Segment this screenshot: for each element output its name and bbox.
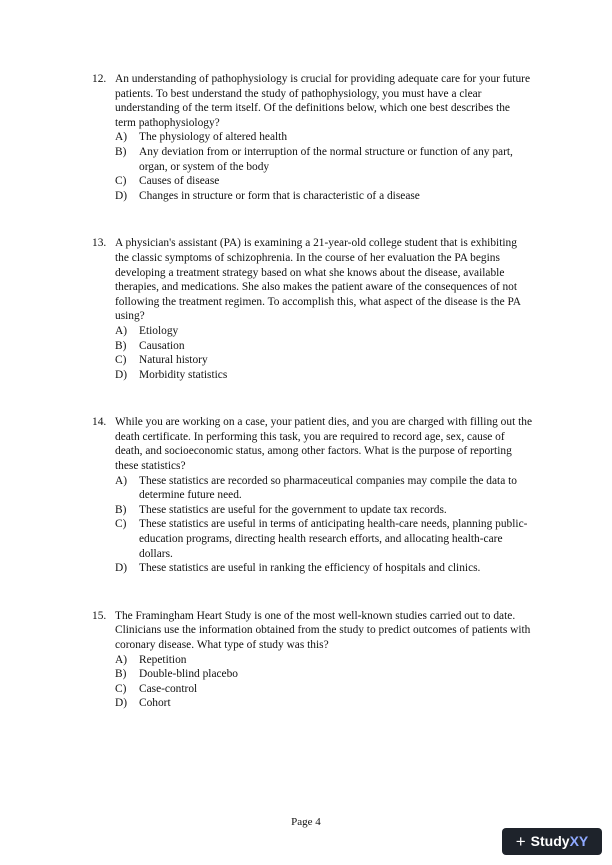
answer-option-b bbox=[115, 667, 532, 682]
option-letter: C) bbox=[115, 175, 127, 188]
answer-option-b bbox=[115, 145, 532, 174]
option-letter: C) bbox=[115, 518, 127, 531]
option-letter: A) bbox=[115, 131, 128, 144]
option-letter: A) bbox=[115, 653, 128, 666]
answer-option-a bbox=[115, 130, 532, 145]
answer-option-a bbox=[115, 653, 532, 668]
question-number: 13. bbox=[92, 237, 107, 250]
option-letter: D) bbox=[115, 368, 128, 381]
question-13 bbox=[92, 236, 532, 382]
option-text: Case-control bbox=[139, 682, 198, 695]
answer-option-c bbox=[115, 682, 532, 697]
option-letter: A) bbox=[115, 324, 128, 337]
question-stem: While you are working on a case, your patient dies, and you are charged with filling out the death certificate. In performing this task, you are required to record age, sex, cause of death, and socioeconomic status, among other factors. What is the purpose of reporting these statistics? bbox=[115, 416, 533, 473]
option-letter: D) bbox=[115, 189, 128, 202]
answer-option-a bbox=[115, 474, 532, 503]
option-text: These statistics are useful in ranking the efficiency of hospitals and clinics. bbox=[139, 562, 481, 575]
option-letter: B) bbox=[115, 145, 127, 158]
answer-options bbox=[115, 324, 532, 382]
answer-options bbox=[115, 653, 532, 711]
option-text: These statistics are recorded so pharmaceutical companies may compile the data to determine future need. bbox=[139, 474, 517, 502]
answer-option-a bbox=[115, 324, 532, 339]
answer-options bbox=[115, 130, 532, 203]
watermark-text-main: Study bbox=[530, 833, 570, 850]
option-text: Any deviation from or interruption of the normal structure or function of any part, organ, or system of the body bbox=[139, 145, 513, 173]
question-12 bbox=[92, 72, 532, 203]
answer-option-c bbox=[115, 353, 532, 368]
option-letter: A) bbox=[115, 474, 128, 487]
answer-option-d bbox=[115, 189, 532, 204]
question-stem: An understanding of pathophysiology is crucial for providing adequate care for your future patients. To best understand the study of pathophysiology, you must have a clear understanding of the term itself. Of the definitions below, which one best describes the term pathophysiology? bbox=[115, 73, 531, 129]
watermark-text-accent: XY bbox=[569, 833, 589, 850]
option-letter: C) bbox=[115, 682, 127, 695]
option-letter: B) bbox=[115, 339, 127, 352]
answer-option-c bbox=[115, 174, 532, 189]
answer-option-d bbox=[115, 561, 532, 576]
option-text: Natural history bbox=[139, 354, 208, 367]
option-text: Cohort bbox=[139, 697, 171, 710]
answer-option-b bbox=[115, 503, 532, 518]
page-number: Page 4 bbox=[291, 816, 321, 828]
answer-option-d bbox=[115, 696, 532, 711]
option-text: Etiology bbox=[139, 324, 179, 337]
option-text: Changes in structure or form that is characteristic of a disease bbox=[139, 189, 420, 202]
option-text: These statistics are useful for the government to update tax records. bbox=[139, 503, 447, 516]
option-text: The physiology of altered health bbox=[139, 131, 288, 144]
question-list bbox=[92, 72, 532, 744]
answer-option-d bbox=[115, 368, 532, 383]
option-letter: B) bbox=[115, 668, 127, 681]
option-letter: D) bbox=[115, 562, 128, 575]
studyxy-watermark[interactable] bbox=[502, 828, 602, 855]
plus-icon: + bbox=[515, 832, 526, 851]
answer-option-b bbox=[115, 339, 532, 354]
question-number: 12. bbox=[92, 73, 107, 85]
question-stem: The Framingham Heart Study is one of the most well-known studies carried out to date. Clinicians use the information obtained from the study to predict outcomes of patients with coronary disease. What type of study was this? bbox=[115, 609, 531, 651]
question-14 bbox=[92, 415, 532, 576]
option-text: Causes of disease bbox=[139, 175, 220, 188]
option-text: Double-blind placebo bbox=[139, 668, 239, 681]
answer-option-c bbox=[115, 517, 532, 561]
question-stem: A physician's assistant (PA) is examining a 21-year-old college student that is exhibiting the classic symptoms of schizophrenia. In the course of her evaluation the PA begins developing a treatment strategy based on what she knows about the disease, available therapies, and medications. She also makes the patient aware of the consequences of not following the treatment regimen. To accomplish this, what aspect of the disease is the PA using? bbox=[115, 237, 521, 323]
option-text: These statistics are useful in terms of anticipating health-care needs, planning public-education programs, directing health research efforts, and allocating health-care dollars. bbox=[139, 518, 528, 560]
watermark-text bbox=[531, 834, 589, 849]
question-number: 14. bbox=[92, 416, 107, 429]
option-letter: C) bbox=[115, 354, 127, 367]
option-letter: B) bbox=[115, 503, 127, 516]
option-letter: D) bbox=[115, 697, 128, 710]
question-15 bbox=[92, 609, 532, 711]
question-number: 15. bbox=[92, 609, 107, 622]
option-text: Morbidity statistics bbox=[139, 368, 228, 381]
option-text: Causation bbox=[139, 339, 185, 352]
answer-options bbox=[115, 474, 532, 576]
option-text: Repetition bbox=[139, 653, 187, 666]
